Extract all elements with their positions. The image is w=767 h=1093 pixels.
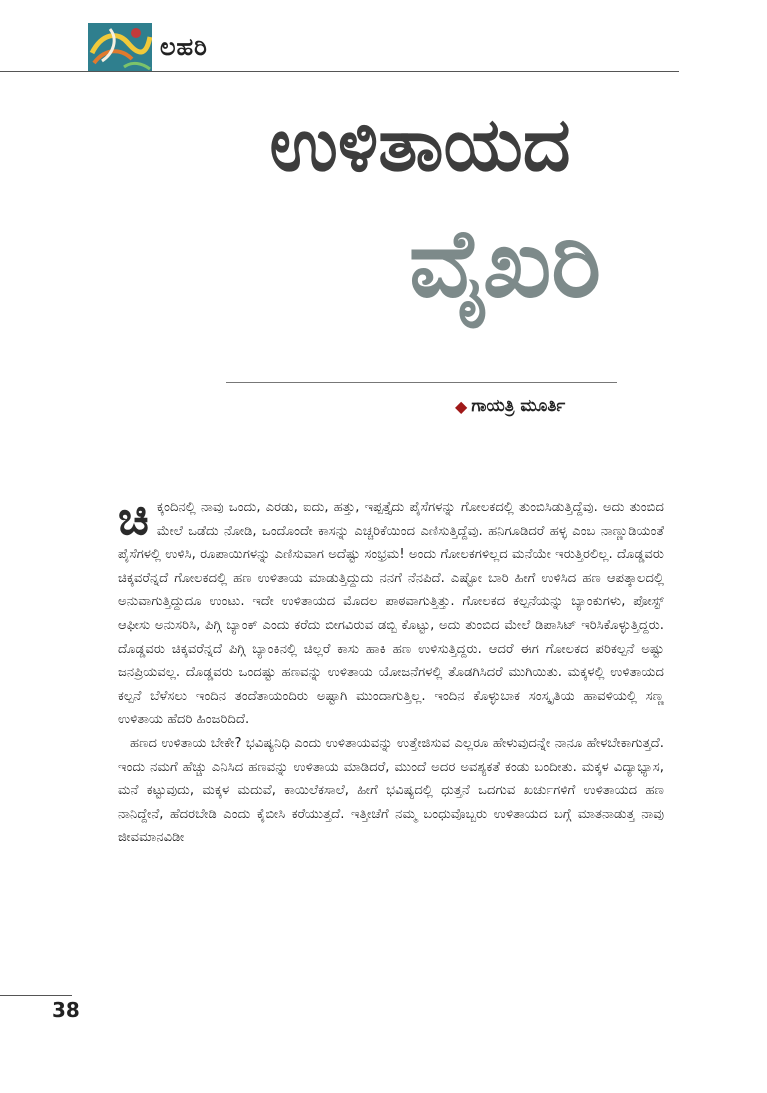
magazine-name: ಲಹರಿ	[160, 33, 208, 61]
drop-cap: ಚಿ	[118, 491, 149, 545]
byline-divider	[226, 382, 617, 383]
footer-divider	[0, 995, 72, 996]
magazine-logo-icon	[88, 23, 152, 71]
article-title-line1: ಉಳಿತಾಯದ	[269, 102, 571, 188]
paragraph-2: ಹಣದ ಉಳಿತಾಯ ಬೇಕೇ? ಭವಿಷ್ಯನಿಧಿ ಎಂದು ಉಳಿತಾಯವನ್ನು ಉತ್ತೇಜಿಸುವ ಎಲ್ಲರೂ ಹೇಳುವುದನ್ನೇ ನಾನೂ ಹೇಳಬೇಕಾಗುತ್ತದೆ. ಇಂದು ನಮಗೆ ಹೆಚ್ಚು ಎನಿಸಿದ ಹಣವನ್ನು ಉಳಿತಾಯ ಮಾಡಿದರೆ, ಮುಂದೆ ಅದರ ಅವಶ್ಯಕತೆ ಕಂಡು ಬಂದೀತು. ಮಕ್ಕಳ ವಿದ್ಯಾಭ್ಯಾಸ, ಮನೆ ಕಟ್ಟುವುದು, ಮಕ್ಕಳ ಮದುವೆ, ಕಾಯಿಲೆಕಸಾಲೆ, ಹೀಗೆ ಭವಿಷ್ಯದಲ್ಲಿ ಧುತ್ತನೆ ಒದಗುವ ಖರ್ಚುಗಳಿಗೆ ಉಳಿತಾಯದ ಹಣ ನಾನಿದ್ದೇನೆ, ಹೆದರಬೇಡಿ ಎಂದು ಕೈಬೀಸಿ ಕರೆಯುತ್ತದೆ. ಇತ್ತೀಚೆಗೆ ನಮ್ಮ ಬಂಧುವೊಬ್ಬರು ಉಳಿತಾಯದ ಬಗ್ಗೆ ಮಾತನಾಡುತ್ತ ನಾವು ಜೀವಮಾನವಿಡೀ	[118, 735, 664, 846]
paragraph-1	[118, 491, 664, 732]
article-title-line2: ವೈಖರಿ	[409, 210, 601, 319]
page-number: 38	[52, 998, 80, 1022]
author-name: ಗಾಯತ್ರಿ ಮೂರ್ತಿ	[471, 396, 566, 416]
header-divider	[0, 71, 679, 72]
article-body	[118, 491, 664, 850]
paragraph-1-text: ಕ್ಕಂದಿನಲ್ಲಿ ನಾವು ಒಂದು, ಎರಡು, ಐದು, ಹತ್ತು, ಇಪ್ಪತ್ತೈದು ಪೈಸೆಗಳನ್ನು ಗೋಲಕದಲ್ಲಿ ತುಂಬಿಸಿಡುತ್ತಿದ್ದೆವು. ಅದು ತುಂಬಿದ ಮೇಲೆ ಒಡೆದು ನೋಡಿ, ಒಂದೊಂದೇ ಕಾಸನ್ನು ಎಚ್ಚರಿಕೆಯಿಂದ ಎಣಿಸುತ್ತಿದ್ದೆವು. ಹನಿಗೂಡಿದರೆ ಹಳ್ಳ ಎಂಬ ನಾಣ್ಣುಡಿಯಂತೆ ಪೈಸೆಗಳಲ್ಲಿ ಉಳಿಸಿ, ರೂಪಾಯಿಗಳನ್ನು ಎಣಿಸುವಾಗ ಅದೆಷ್ಟು ಸಂಭ್ರಮ! ಅಂದು ಗೋಲಕಗಳಿಲ್ಲದ ಮನೆಯೇ ಇರುತ್ತಿರಲಿಲ್ಲ. ದೊಡ್ಡವರು ಚಿಕ್ಕವರೆನ್ನದೆ ಗೋಲಕದಲ್ಲಿ ಹಣ ಉಳಿತಾಯ ಮಾಡುತ್ತಿದ್ದುದು ನನಗೆ ನೆನಪಿದೆ. ಎಷ್ಟೋ ಬಾರಿ ಹೀಗೆ ಉಳಿಸಿದ ಹಣ ಆಪತ್ಕಾಲದಲ್ಲಿ ಅನುವಾಗುತ್ತಿದ್ದುದೂ ಉಂಟು. ಇದೇ ಉಳಿತಾಯದ ಮೊದಲ ಪಾಠವಾಗುತ್ತಿತ್ತು. ಗೋಲಕದ ಕಲ್ಪನೆಯನ್ನು ಬ್ಯಾಂಕುಗಳು, ಪೋಸ್ಟ್ ಆಫೀಸು ಅನುಸರಿಸಿ, ಪಿಗ್ಗಿ ಬ್ಯಾಂಕ್ ಎಂದು ಕರೆದು ಬೀಗವಿರುವ ಡಬ್ಬಿ ಕೊಟ್ಟು, ಅದು ತುಂಬಿದ ಮೇಲೆ ಡಿಪಾಸಿಟ್ ಇರಿಸಿಕೊಳ್ಳುತ್ತಿದ್ದರು. ದೊಡ್ಡವರು ಚಿಕ್ಕವರೆನ್ನದೆ ಪಿಗ್ಗಿ ಬ್ಯಾಂಕಿನಲ್ಲಿ ಚಿಲ್ಲರೆ ಕಾಸು ಹಾಕಿ ಹಣ ಉಳಿಸುತ್ತಿದ್ದರು. ಆದರೆ ಈಗ ಗೋಲಕದ ಪರಿಕಲ್ಪನೆ ಅಷ್ಟು ಜನಪ್ರಿಯವಲ್ಲ. ದೊಡ್ಡವರು ಒಂದಷ್ಟು ಹಣವನ್ನು ಉಳಿತಾಯ ಯೋಜನೆಗಳಲ್ಲಿ ತೊಡಗಿಸಿದರೆ ಮುಗಿಯಿತು. ಮಕ್ಕಳಲ್ಲಿ ಉಳಿತಾಯದ ಕಲ್ಪನೆ ಬೆಳೆಸಲು ಇಂದಿನ ತಂದೆತಾಯಂದಿರು ಅಷ್ಟಾಗಿ ಮುಂದಾಗುತ್ತಿಲ್ಲ. ಇಂದಿನ ಕೊಳ್ಳುಬಾಕ ಸಂಸ್ಕೃತಿಯ ಹಾವಳಿಯಲ್ಲಿ ಸಣ್ಣ ಉಳಿತಾಯ ಹೆದರಿ ಹಿಂಜರಿದಿದೆ.	[118, 500, 664, 728]
diamond-bullet-icon: ◆	[455, 396, 468, 416]
byline	[455, 396, 565, 416]
